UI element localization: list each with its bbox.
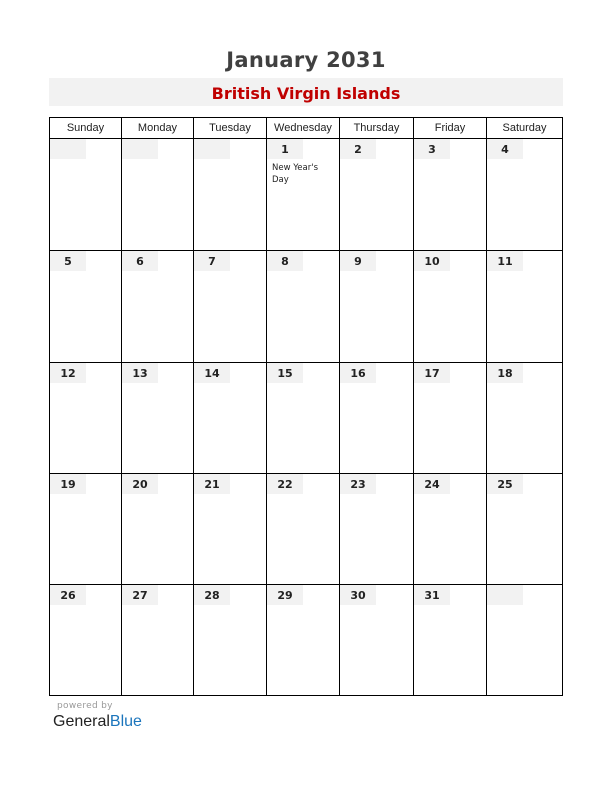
day-number: 4	[487, 139, 523, 159]
day-cell-empty[interactable]	[194, 139, 266, 250]
day-number: 29	[267, 585, 303, 605]
day-cell-16[interactable]	[340, 363, 413, 473]
brand-blue-text: Blue	[109, 713, 142, 730]
day-cell-15[interactable]	[267, 363, 339, 473]
day-number: 21	[194, 474, 230, 494]
day-cell-22[interactable]	[267, 474, 339, 584]
day-number: 1	[267, 139, 303, 159]
day-cell-14[interactable]	[194, 363, 266, 473]
day-cell-29[interactable]	[267, 585, 339, 695]
day-cell-11[interactable]	[487, 251, 561, 362]
day-number	[194, 139, 230, 159]
day-number: 9	[340, 251, 376, 271]
weekday-header-friday: Friday	[414, 118, 487, 138]
day-cell-20[interactable]	[122, 474, 193, 584]
day-number	[50, 139, 86, 159]
day-cell-4[interactable]	[487, 139, 561, 250]
day-number: 3	[414, 139, 450, 159]
holiday-label: New Year's Day	[272, 163, 319, 185]
weekday-header-saturday: Saturday	[502, 122, 547, 134]
day-number: 11	[487, 251, 523, 271]
day-cell-30[interactable]	[340, 585, 413, 695]
day-number: 24	[414, 474, 450, 494]
day-number: 5	[50, 251, 86, 271]
day-number: 27	[122, 585, 158, 605]
day-number: 14	[194, 363, 230, 383]
day-cell-23[interactable]	[340, 474, 413, 584]
day-number: 26	[50, 585, 86, 605]
day-number: 17	[414, 363, 450, 383]
day-cell-7[interactable]	[194, 251, 266, 362]
day-number: 25	[487, 474, 523, 494]
day-cell-empty[interactable]	[50, 139, 121, 250]
day-cell-6[interactable]	[122, 251, 193, 362]
day-number: 10	[414, 251, 450, 271]
day-cell-9[interactable]	[340, 251, 413, 362]
day-cell-31[interactable]	[414, 585, 486, 695]
day-number: 20	[122, 474, 158, 494]
day-number: 15	[267, 363, 303, 383]
weekday-header-monday: Monday	[122, 118, 194, 138]
day-cell-28[interactable]	[194, 585, 266, 695]
day-cell-27[interactable]	[122, 585, 193, 695]
day-cell-10[interactable]	[414, 251, 486, 362]
weekday-header-thursday: Thursday	[340, 118, 414, 138]
day-cell-26[interactable]	[50, 585, 121, 695]
day-number: 31	[414, 585, 450, 605]
calendar-subtitle: British Virgin Islands	[211, 84, 401, 103]
day-number: 22	[267, 474, 303, 494]
day-cell-empty[interactable]	[122, 139, 193, 250]
day-cell-25[interactable]	[487, 474, 561, 584]
day-cell-21[interactable]	[194, 474, 266, 584]
calendar-grid	[49, 117, 563, 696]
day-cell-2[interactable]	[340, 139, 413, 250]
day-cell-5[interactable]	[50, 251, 121, 362]
day-number: 2	[340, 139, 376, 159]
day-cell-1[interactable]	[267, 139, 339, 250]
day-number: 30	[340, 585, 376, 605]
day-number: 6	[122, 251, 158, 271]
day-cell-17[interactable]	[414, 363, 486, 473]
weekday-header-sunday: Sunday	[50, 118, 122, 138]
day-cell-13[interactable]	[122, 363, 193, 473]
day-cell-12[interactable]	[50, 363, 121, 473]
brand-general-text: General	[53, 713, 110, 730]
day-cell-empty[interactable]	[487, 585, 561, 695]
calendar-title: January 2031	[226, 48, 386, 72]
day-number: 19	[50, 474, 86, 494]
day-number	[122, 139, 158, 159]
day-number: 13	[122, 363, 158, 383]
day-cell-8[interactable]	[267, 251, 339, 362]
day-number: 18	[487, 363, 523, 383]
day-number: 28	[194, 585, 230, 605]
weekday-header-tuesday: Tuesday	[194, 118, 267, 138]
powered-by-label: powered by	[57, 701, 113, 711]
day-number: 16	[340, 363, 376, 383]
generalblue-logo[interactable]	[53, 713, 142, 731]
day-number: 7	[194, 251, 230, 271]
day-cell-19[interactable]	[50, 474, 121, 584]
weekday-header-wednesday: Wednesday	[267, 118, 340, 138]
day-number: 8	[267, 251, 303, 271]
day-cell-24[interactable]	[414, 474, 486, 584]
day-number: 23	[340, 474, 376, 494]
day-number	[487, 585, 523, 605]
day-cell-18[interactable]	[487, 363, 561, 473]
day-number: 12	[50, 363, 86, 383]
day-cell-3[interactable]	[414, 139, 486, 250]
